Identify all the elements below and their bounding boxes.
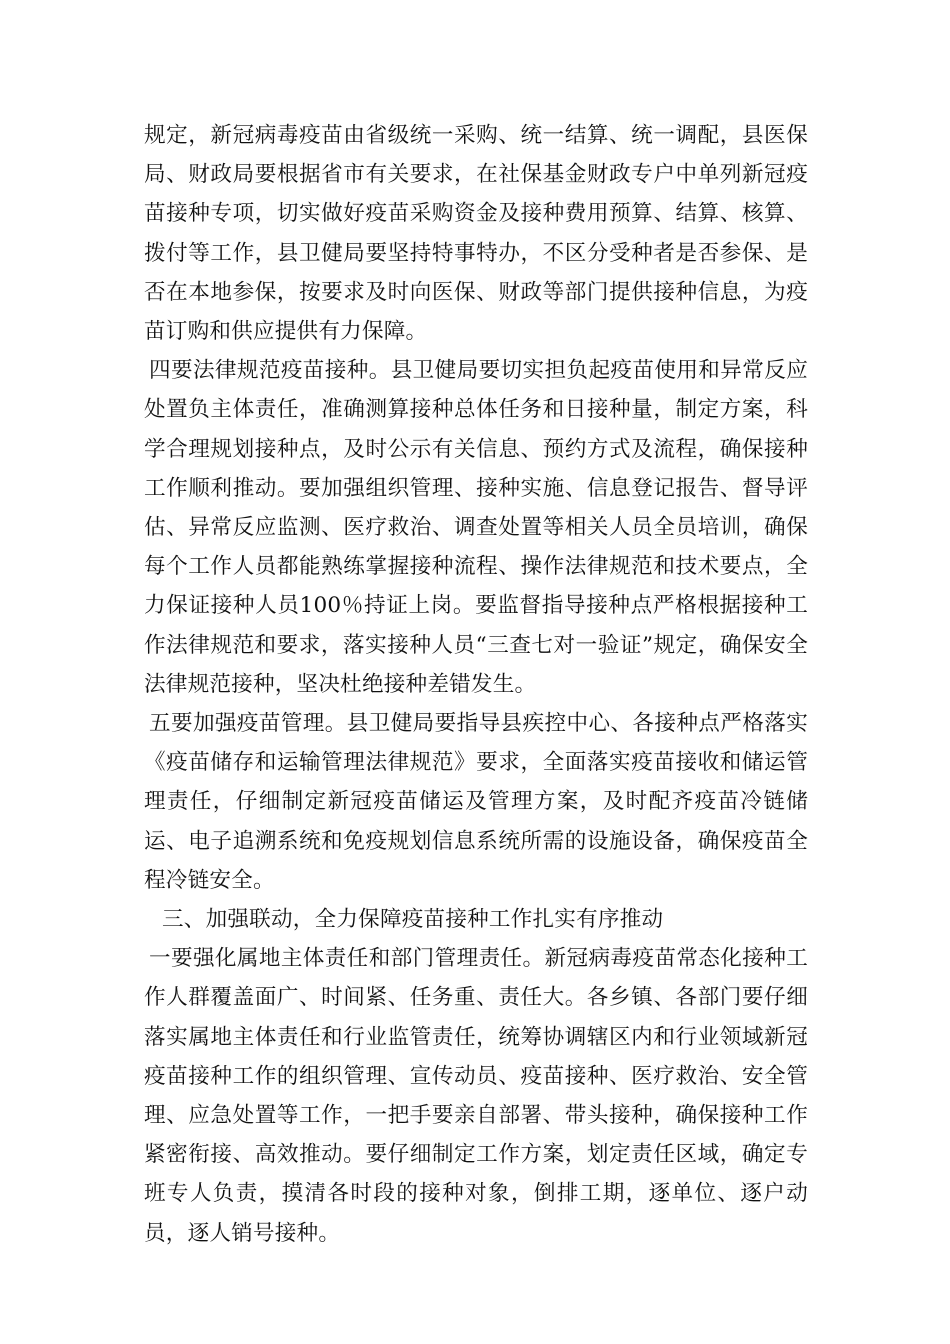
section-heading: 三、加强联动，全力保障疫苗接种工作扎实有序推动: [162, 907, 664, 933]
document-body: [144, 116, 808, 1253]
paragraph-responsibility: 一要强化属地主体责任和部门管理责任。新冠病毒疫苗常态化接种工作人群覆盖面广、时间紧、任务重、责任大。各乡镇、各部门要仔细落实属地主体责任和行业监管责任，统筹协调辖区内和行业领域新冠疫苗接种工作的组织管理、宣传动员、疫苗接种、医疗救治、安全管理、应急处置等工作，一把手要亲自部署、带头接种，确保接种工作紧密衔接、高效推动。要仔细制定工作方案，划定责任区域，确定专班专人负责，摸清各时段的接种对象，倒排工期，逐单位、逐户动员，逐人销号接种。: [144, 946, 808, 1246]
paragraph-vaccine-management: 五要加强疫苗管理。县卫健局要指导县疾控中心、各接种点严格落实《疫苗储存和运输管理法律规范》要求，全面落实疫苗接收和储运管理责任，仔细制定新冠疫苗储运及管理方案，及时配齐疫苗冷链储运、电子追溯系统和免疫规划信息系统所需的设施设备，确保疫苗全程冷链安全。: [144, 711, 808, 893]
paragraph-funding: 规定，新冠病毒疫苗由省级统一采购、统一结算、统一调配，县医保局、财政局要根据省市有关要求，在社保基金财政专户中单列新冠疫苗接种专项，切实做好疫苗采购资金及接种费用预算、结算、核算、拨付等工作，县卫健局要坚持特事特办，不区分受种者是否参保、是否在本地参保，按要求及时向医保、财政等部门提供接种信息，为疫苗订购和供应提供有力保障。: [144, 123, 808, 345]
paragraph-standardized-vaccination: 四要法律规范疫苗接种。县卫健局要切实担负起疫苗使用和异常反应处置负主体责任，准确测算接种总体任务和日接种量，制定方案，科学合理规划接种点，及时公示有关信息、预约方式及流程，确保接种工作顺利推动。要加强组织管理、接种实施、信息登记报告、督导评估、异常反应监测、医疗救治、调查处置等相关人员全员培训，确保每个工作人员都能熟练掌握接种流程、操作法律规范和技术要点，全力保证接种人员100％持证上岗。要监督指导接种点严格根据接种工作法律规范和要求，落实接种人员“三查七对一验证”规定，确保安全法律规范接种，坚决杜绝接种差错发生。: [144, 358, 808, 697]
